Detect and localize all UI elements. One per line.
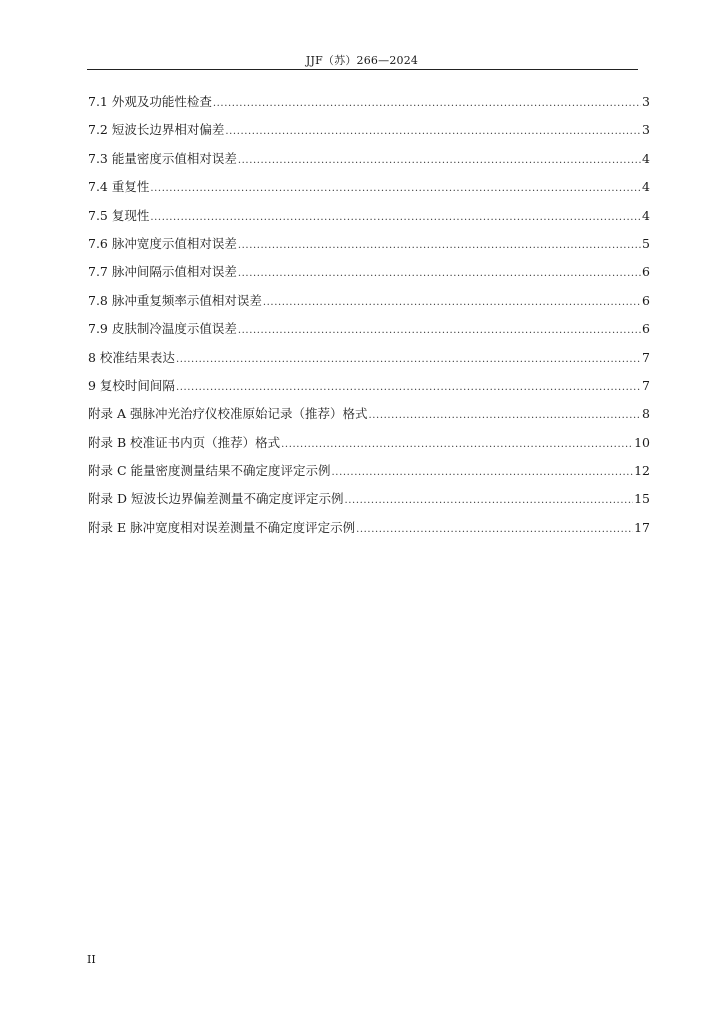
toc-entry[interactable] [88,177,650,205]
toc-dot-leader [238,240,641,251]
toc-entry-page: 7 [642,377,650,393]
toc-entry[interactable] [88,149,650,177]
toc-entry[interactable] [88,376,650,404]
toc-entry-page: 12 [634,463,650,479]
toc-entry-label: 附录 B 校准证书内页（推荐）格式 [88,434,281,450]
toc-dot-leader [238,325,641,336]
toc-entry-label: 7.9 皮肤制冷温度示值误差 [88,321,237,337]
toc-entry[interactable] [88,433,650,461]
toc-entry-label: 7.4 重复性 [88,179,150,195]
toc-entry-page: 3 [642,94,650,109]
toc-entry-page: 6 [642,321,650,337]
toc-entry-label: 附录 E 脉冲宽度相对误差测量不确定度评定示例 [88,519,356,535]
toc-dot-leader [344,495,633,506]
toc-dot-leader [281,439,633,450]
table-of-contents [88,92,650,546]
toc-entry-page: 17 [634,519,650,535]
toc-entry[interactable] [88,120,650,148]
toc-entry-label: 7.7 脉冲间隔示值相对误差 [88,264,237,280]
toc-entry[interactable] [88,291,650,319]
toc-entry-label: 附录 C 能量密度测量结果不确定度评定示例 [88,463,331,479]
toc-dot-leader [238,268,641,279]
toc-dot-leader [150,183,641,194]
toc-entry[interactable] [88,206,650,234]
toc-dot-leader [213,98,641,109]
toc-entry[interactable] [88,461,650,489]
toc-dot-leader [263,297,641,308]
toc-entry-page: 4 [642,150,650,166]
toc-entry-page: 5 [642,235,650,251]
toc-entry[interactable] [88,234,650,262]
header-rule [87,69,638,70]
toc-entry-label: 7.3 能量密度示值相对误差 [88,150,237,166]
toc-entry[interactable] [88,348,650,376]
toc-entry-label: 7.8 脉冲重复频率示值相对误差 [88,292,262,308]
toc-dot-leader [368,410,641,421]
toc-entry-page: 7 [642,349,650,365]
toc-entry-label: 7.2 短波长边界相对偏差 [88,122,225,138]
toc-entry-page: 15 [634,491,650,507]
toc-entry-label: 附录 D 短波长边界偏差测量不确定度评定示例 [88,491,344,507]
toc-entry[interactable] [88,262,650,290]
toc-dot-leader [238,155,641,166]
toc-entry-label: 7.5 复现性 [88,207,150,223]
toc-entry[interactable] [88,518,650,546]
toc-dot-leader [332,467,634,478]
toc-entry-page: 4 [642,179,650,195]
toc-entry-label: 8 校准结果表达 [88,349,175,365]
toc-entry-label: 7.1 外观及功能性检查 [88,94,212,109]
toc-dot-leader [150,212,641,223]
toc-entry-label: 附录 A 强脉冲光治疗仪校准原始记录（推荐）格式 [88,406,368,422]
toc-entry-label: 9 复校时间间隔 [88,377,175,393]
toc-dot-leader [176,382,641,393]
running-header: JJF（苏）266—2024 [305,54,419,67]
toc-entry-page: 3 [642,122,650,138]
toc-entry-page: 4 [642,207,650,223]
footer-page-number: II [87,953,96,966]
toc-entry-page: 6 [642,264,650,280]
toc-entry[interactable] [88,92,650,120]
toc-entry[interactable] [88,489,650,517]
toc-entry-label: 7.6 脉冲宽度示值相对误差 [88,235,237,251]
toc-dot-leader [225,126,641,137]
toc-entry-page: 6 [642,292,650,308]
toc-dot-leader [356,524,633,535]
toc-entry[interactable] [88,404,650,432]
toc-entry[interactable] [88,319,650,347]
toc-dot-leader [176,354,641,365]
toc-entry-page: 10 [634,434,650,450]
toc-entry-page: 8 [642,406,650,422]
